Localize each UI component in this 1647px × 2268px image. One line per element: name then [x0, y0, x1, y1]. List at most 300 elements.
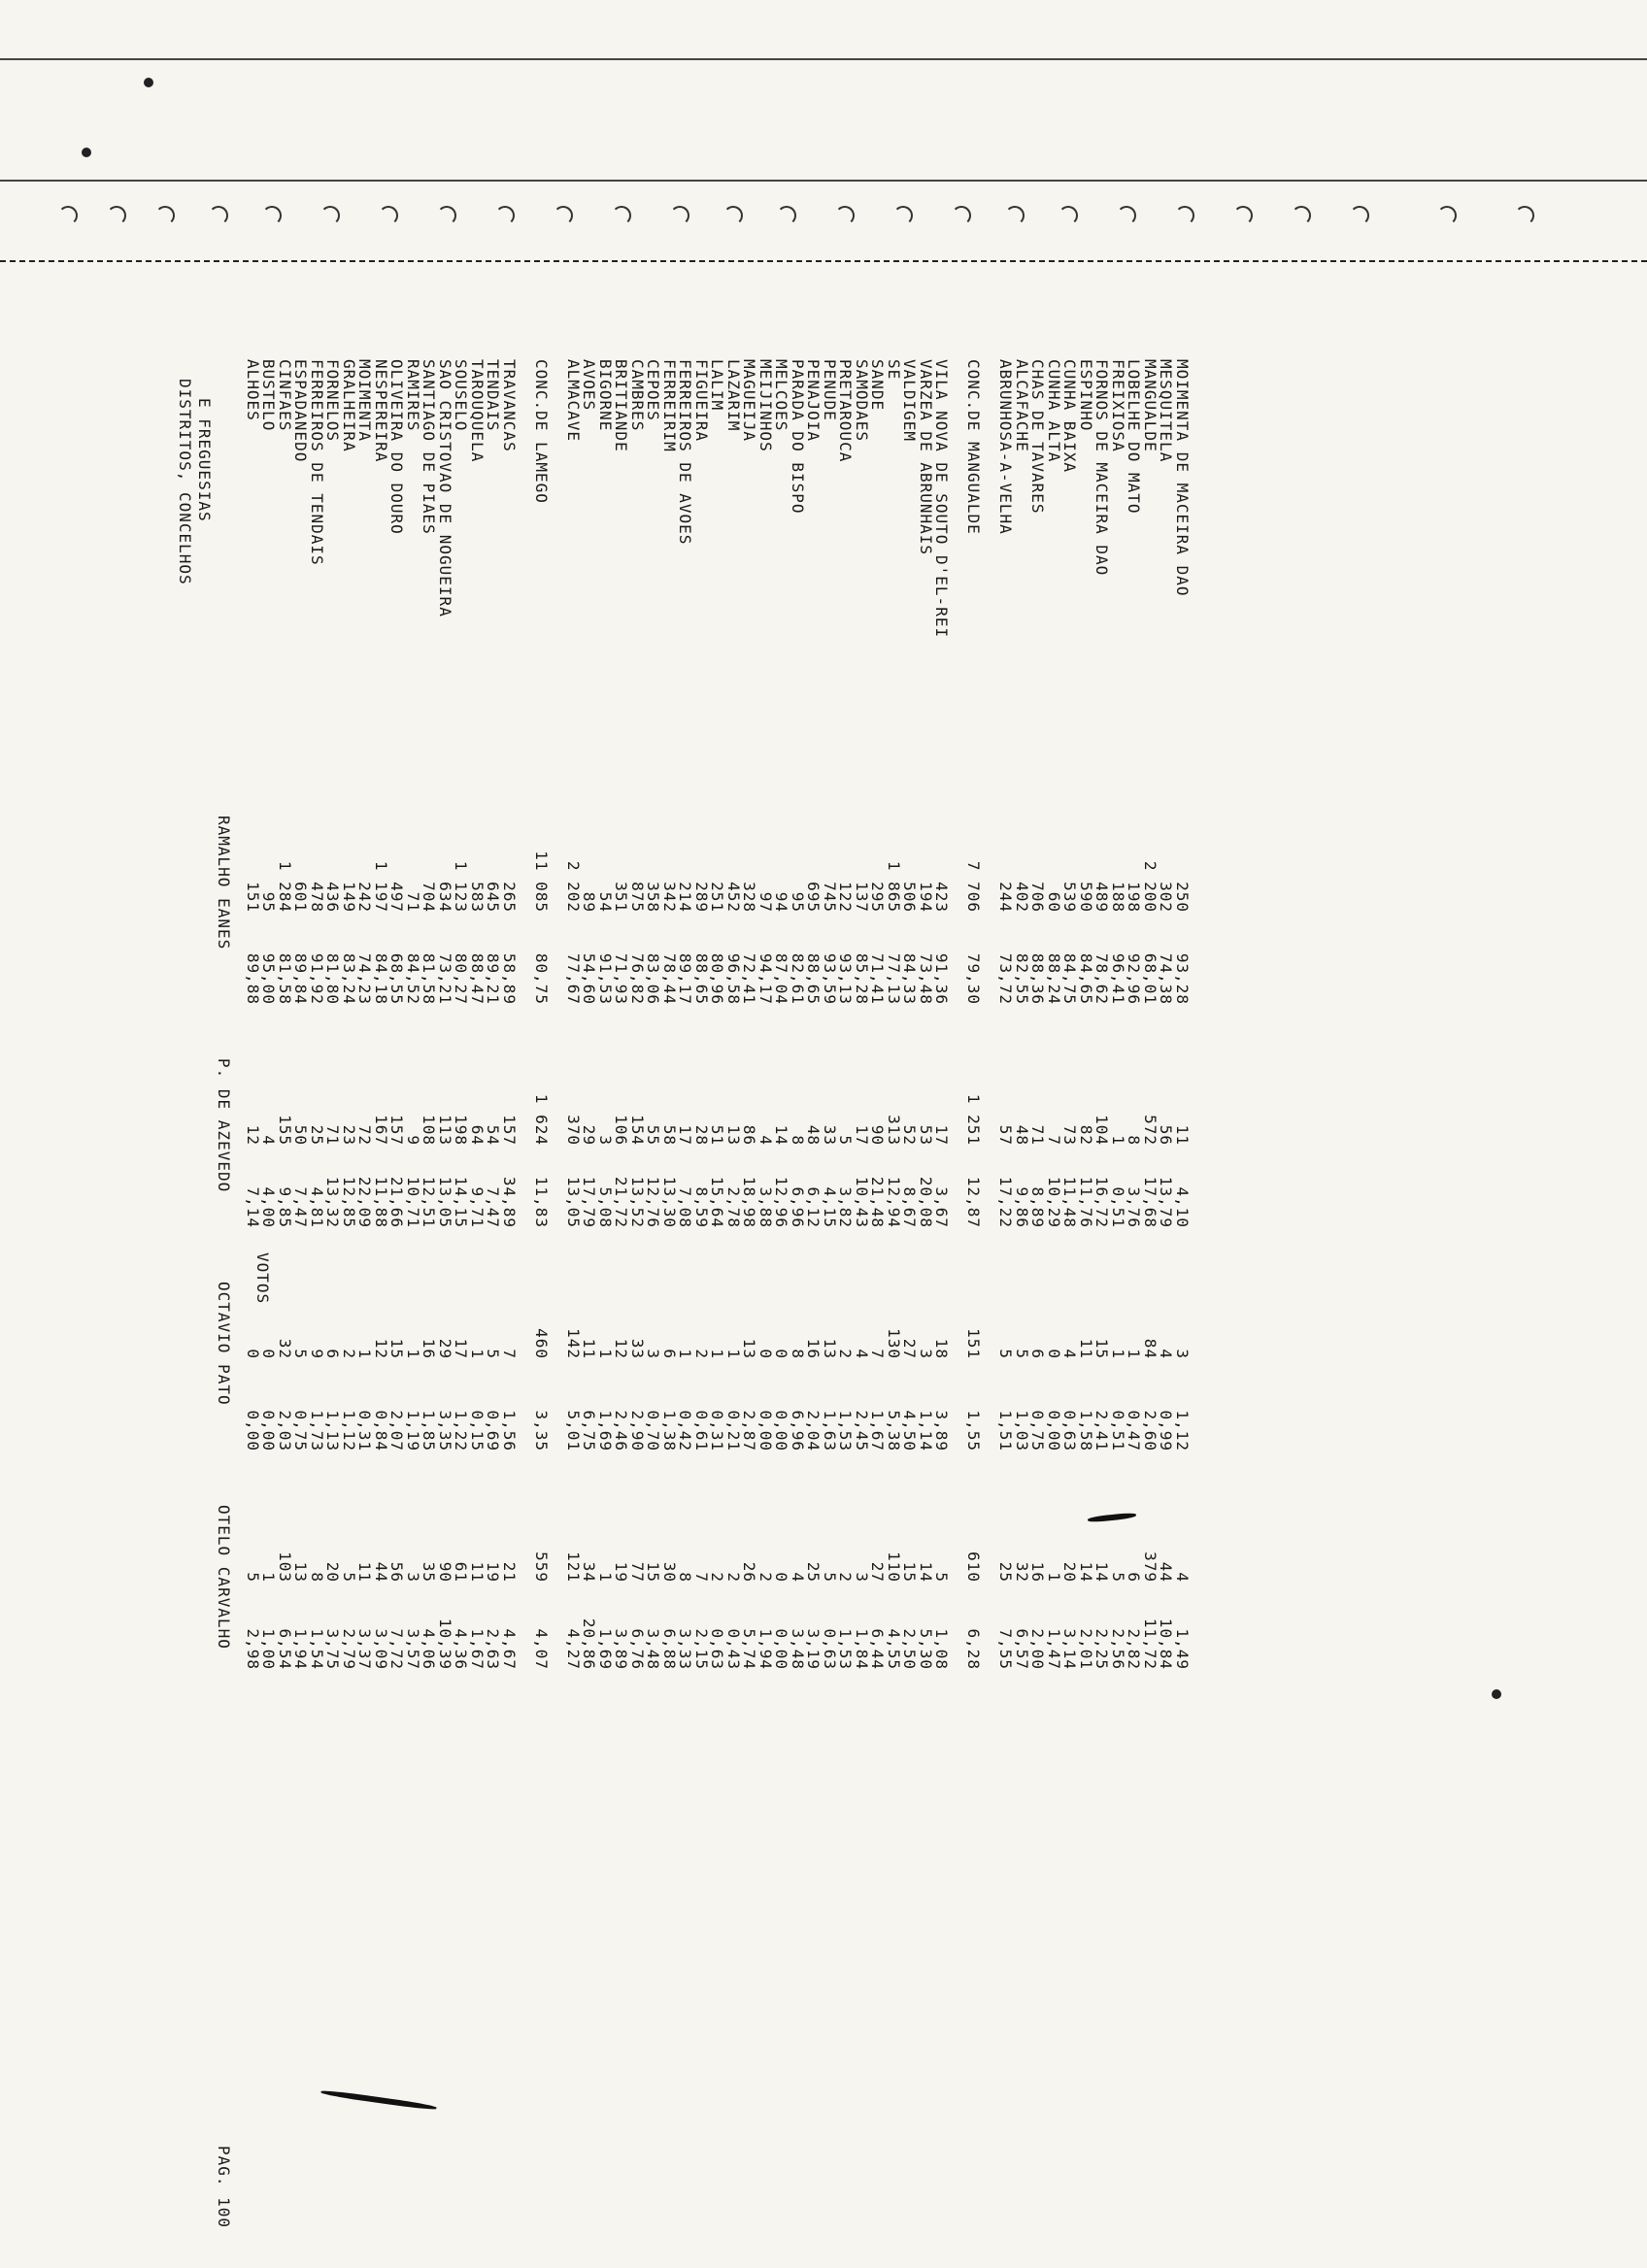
cell-o: 9	[308, 1349, 326, 1359]
cell-a: 8	[789, 1135, 807, 1146]
cell-a: 167	[372, 1115, 390, 1146]
cell-op: 1,55	[964, 1410, 984, 1451]
cell-r: 706	[1028, 882, 1048, 913]
cell-c: 5	[244, 1572, 262, 1583]
cell-o: 33	[628, 1338, 647, 1359]
cell-op: 0,69	[484, 1410, 503, 1451]
cell-r: 244	[996, 882, 1016, 913]
cell-o: 11	[580, 1338, 599, 1359]
cell-a: 8	[1125, 1135, 1144, 1146]
cell-o: 13	[821, 1338, 839, 1359]
cell-cp: 3,09	[372, 1628, 390, 1670]
cell-cp: 1,53	[836, 1628, 856, 1670]
cell-a: 113	[436, 1115, 454, 1146]
cell-rp: 71,93	[612, 952, 631, 1005]
cell-cp: 2,63	[484, 1628, 503, 1670]
cell-rp: 83,24	[340, 952, 358, 1005]
cell-op: 3,35	[436, 1410, 454, 1451]
cell-o: 1	[404, 1349, 422, 1359]
parish-name: FERREIROS DE TENDAIS	[308, 359, 326, 566]
cell-o: 3	[1173, 1349, 1192, 1359]
cell-ap: 21,66	[387, 1176, 407, 1228]
cell-a: 56	[1157, 1124, 1176, 1146]
cell-ap: 22,09	[355, 1176, 375, 1228]
cell-cp: 6,76	[628, 1628, 647, 1670]
cell-cp: 3,48	[644, 1628, 663, 1670]
cell-op: 0,99	[1157, 1410, 1176, 1451]
cell-op: 1,12	[1173, 1410, 1192, 1451]
cell-ap: 8,89	[1028, 1186, 1048, 1228]
cell-c: 32	[1013, 1561, 1031, 1583]
cell-ap: 10,29	[1045, 1176, 1063, 1228]
cell-ap: 20,08	[917, 1176, 935, 1228]
cell-o: 5	[1013, 1349, 1031, 1359]
cell-op: 1,67	[868, 1410, 888, 1451]
cell-ap: 3,88	[756, 1186, 775, 1228]
cell-ap: 13,05	[564, 1176, 583, 1228]
cell-rp: 88,24	[1045, 952, 1063, 1005]
cell-rp: 88,47	[468, 952, 487, 1005]
cell-op: 1,73	[308, 1410, 326, 1451]
parish-name: VARZEA DE ABRUNHAIS	[917, 359, 935, 556]
cell-c: 5	[821, 1572, 839, 1583]
cell-rp: 89,17	[676, 952, 695, 1005]
tear-line	[0, 260, 1647, 262]
cell-a: 52	[900, 1124, 920, 1146]
cell-rp: 84,75	[1060, 952, 1080, 1005]
cell-o: 1	[676, 1349, 695, 1359]
cell-rp: 91,53	[596, 952, 615, 1005]
feed-hole	[777, 206, 796, 225]
cell-cp: 6,88	[660, 1628, 679, 1670]
cell-cp: 20,86	[580, 1618, 599, 1670]
cell-rp: 68,55	[387, 952, 407, 1005]
feed-hole	[262, 206, 282, 225]
cell-ap: 7,47	[484, 1186, 503, 1228]
cell-op: 1,03	[1013, 1410, 1031, 1451]
cell-rp: 84,65	[1077, 952, 1095, 1005]
cell-r: 704	[420, 882, 439, 913]
subtotal-row	[964, 359, 984, 1718]
cell-c: 19	[612, 1561, 631, 1583]
cell-op: 2,60	[1141, 1410, 1160, 1451]
cell-ap: 10,71	[404, 1176, 422, 1228]
cell-ap: 4,10	[1173, 1186, 1192, 1228]
parish-name: FIGUEIRA	[692, 359, 711, 443]
cell-rp: 96,41	[1109, 952, 1127, 1005]
cell-cp: 3,37	[355, 1628, 375, 1670]
cell-op: 0,21	[724, 1410, 743, 1451]
cell-rp: 72,41	[740, 952, 759, 1005]
scan-speck	[82, 148, 91, 157]
feed-hole	[1437, 206, 1457, 225]
cell-o: 2	[692, 1349, 711, 1359]
parish-name: MAGUEIJA	[740, 359, 759, 443]
cell-c: 11	[355, 1561, 375, 1583]
parish-name: AVOES	[580, 359, 599, 412]
feed-hole	[554, 206, 573, 225]
cell-cp: 4,27	[564, 1628, 583, 1670]
cell-op: 0,42	[676, 1410, 695, 1451]
cell-op: 1,22	[452, 1410, 471, 1451]
cell-rp: 94,17	[756, 952, 775, 1005]
parish-name: MOIMENTA DE MACEIRA DAO	[1173, 359, 1192, 597]
cell-cp: 4,07	[532, 1628, 551, 1670]
cell-op: 1,58	[1077, 1410, 1095, 1451]
cell-cp: 11,72	[1141, 1618, 1160, 1670]
cell-r: 2 200	[1141, 860, 1160, 913]
cell-a: 11	[1173, 1124, 1192, 1146]
cell-a: 14	[772, 1124, 791, 1146]
cell-cp: 4,67	[500, 1628, 519, 1670]
cell-cp: 1,67	[468, 1628, 487, 1670]
cell-rp: 91,36	[932, 952, 952, 1005]
feed-hole	[1175, 206, 1194, 225]
cell-r: 695	[804, 882, 824, 913]
cell-o: 12	[612, 1338, 631, 1359]
cell-a: 55	[644, 1124, 663, 1146]
cell-cp: 4,55	[885, 1628, 903, 1670]
cell-a: 48	[804, 1124, 824, 1146]
cell-r: 7 706	[964, 860, 984, 913]
parish-name: SAO CRISTOVAO DE NOGUEIRA	[436, 359, 454, 617]
cell-r: 94	[772, 891, 791, 913]
cell-r: 1 865	[885, 860, 903, 913]
cell-a: 5	[836, 1135, 856, 1146]
cell-c: 8	[676, 1572, 695, 1583]
subtotal-name: CONC.DE LAMEGO	[532, 359, 551, 504]
cell-ap: 7,08	[676, 1186, 695, 1228]
cell-ap: 8,67	[900, 1186, 920, 1228]
cell-op: 2,07	[387, 1410, 407, 1451]
cell-r: 436	[323, 882, 343, 913]
cell-cp: 5,30	[917, 1628, 935, 1670]
cell-rp: 93,13	[836, 952, 856, 1005]
cell-cp: 3,48	[789, 1628, 807, 1670]
cell-op: 1,12	[340, 1410, 358, 1451]
feed-hole	[437, 206, 456, 225]
cell-rp: 89,88	[244, 952, 262, 1005]
cell-op: 0,70	[644, 1410, 663, 1451]
cell-c: 1	[596, 1572, 615, 1583]
feed-hole	[1350, 206, 1369, 225]
cell-c: 1	[259, 1572, 279, 1583]
cell-cp: 1,49	[1173, 1628, 1192, 1670]
parish-name: BRITIANDE	[612, 359, 631, 452]
cell-o: 13	[740, 1338, 759, 1359]
parish-name: CUNHA BAIXA	[1060, 359, 1080, 473]
cell-rp: 73,72	[996, 952, 1016, 1005]
cell-c: 56	[387, 1561, 407, 1583]
feed-hole	[835, 206, 855, 225]
cell-rp: 80,75	[532, 952, 551, 1005]
cell-op: 2,03	[276, 1410, 294, 1451]
cell-c: 4	[1173, 1572, 1192, 1583]
parish-name: MEIJINHOS	[756, 359, 775, 452]
parish-name: NESPEREIRA	[372, 359, 390, 463]
cell-o: 17	[452, 1338, 471, 1359]
cell-a: 51	[708, 1124, 727, 1146]
cell-rp: 58,89	[500, 952, 519, 1005]
cell-r: 265	[500, 882, 519, 913]
cell-op: 1,85	[420, 1410, 439, 1451]
cell-o: 4	[1157, 1349, 1176, 1359]
cell-c: 1	[1045, 1572, 1063, 1583]
cell-op: 2,41	[1092, 1410, 1112, 1451]
cell-r: 151	[244, 882, 262, 913]
cell-r: 539	[1060, 882, 1080, 913]
candidate-header-ramalho: RAMALHO EANES	[215, 816, 233, 951]
cell-ap: 17,79	[580, 1176, 599, 1228]
parish-name: CHAS DE TAVARES	[1028, 359, 1048, 515]
cell-c: 14	[1077, 1561, 1095, 1583]
cell-rp: 83,06	[644, 952, 663, 1005]
cell-op: 0,63	[1060, 1410, 1080, 1451]
cell-cp: 3,14	[1060, 1628, 1080, 1670]
cell-cp: 2,79	[340, 1628, 358, 1670]
cell-c: 25	[804, 1561, 824, 1583]
cell-c: 2	[756, 1572, 775, 1583]
cell-a: 71	[1028, 1124, 1048, 1146]
cell-c: 5	[340, 1572, 358, 1583]
parish-name: CAMBRES	[628, 359, 647, 432]
cell-rp: 85,28	[853, 952, 871, 1005]
cell-c: 5	[932, 1572, 952, 1583]
cell-cp: 1,69	[596, 1628, 615, 1670]
cell-c: 610	[964, 1551, 984, 1583]
cell-o: 5	[484, 1349, 503, 1359]
cell-rp: 77,13	[885, 952, 903, 1005]
cell-ap: 21,72	[612, 1176, 631, 1228]
cell-ap: 6,12	[804, 1186, 824, 1228]
cell-o: 1	[1125, 1349, 1144, 1359]
feed-hole	[495, 206, 515, 225]
page-label: PAG. 100	[215, 2146, 233, 2229]
cell-c: 77	[628, 1561, 647, 1583]
cell-ap: 12,76	[644, 1176, 663, 1228]
cell-a: 370	[564, 1115, 583, 1146]
cell-c: 5	[1109, 1572, 1127, 1583]
cell-r: 489	[1092, 882, 1112, 913]
cell-r: 634	[436, 882, 454, 913]
cell-c: 26	[740, 1561, 759, 1583]
cell-rp: 79,30	[964, 952, 984, 1005]
cell-c: 21	[500, 1561, 519, 1583]
subtotal-row	[532, 359, 551, 1718]
parish-name: FREIXIOSA	[1109, 359, 1127, 452]
cell-a: 73	[1060, 1124, 1080, 1146]
cell-r: 251	[708, 882, 727, 913]
parish-name: FORNELOS	[323, 359, 343, 443]
cell-r: 137	[853, 882, 871, 913]
cell-cp: 3,19	[804, 1628, 824, 1670]
cell-c: 2	[724, 1572, 743, 1583]
cell-op: 0,00	[244, 1410, 262, 1451]
cell-o: 29	[436, 1338, 454, 1359]
cell-c: 6	[1125, 1572, 1144, 1583]
cell-o: 1	[724, 1349, 743, 1359]
cell-a: 7	[1045, 1135, 1063, 1146]
parish-name: SOUSELO	[452, 359, 471, 432]
cell-a: 4	[259, 1135, 279, 1146]
cell-rp: 77,67	[564, 952, 583, 1005]
listing-title-line1: DISTRITOS, CONCELHOS	[176, 379, 194, 585]
parish-name: VILA NOVA DE SOUTO D'EL-REI	[932, 359, 952, 639]
cell-cp: 6,44	[868, 1628, 888, 1670]
cell-op: 0,47	[1125, 1410, 1144, 1451]
cell-c: 44	[372, 1561, 390, 1583]
cell-rp: 71,41	[868, 952, 888, 1005]
parish-name: ALHOES	[244, 359, 262, 421]
cell-cp: 10,39	[436, 1618, 454, 1670]
parish-name: BIGORNE	[596, 359, 615, 432]
cell-op: 1,63	[821, 1410, 839, 1451]
cell-op: 0,00	[1045, 1410, 1063, 1451]
parish-name: CINFAES	[276, 359, 294, 432]
cell-o: 84	[1141, 1338, 1160, 1359]
cell-op: 0,61	[692, 1410, 711, 1451]
cell-r: 478	[308, 882, 326, 913]
cell-r: 95	[789, 891, 807, 913]
cell-cp: 4,36	[452, 1628, 471, 1670]
cell-r: 95	[259, 891, 279, 913]
cell-ap: 4,15	[821, 1186, 839, 1228]
cell-r: 194	[917, 882, 935, 913]
cell-a: 58	[660, 1124, 679, 1146]
cell-cp: 3,89	[612, 1628, 631, 1670]
listing-title-line2: E FREGUESIAS	[195, 398, 214, 522]
cell-a: 104	[1092, 1115, 1112, 1146]
cell-rp: 88,65	[804, 952, 824, 1005]
cell-a: 90	[868, 1124, 888, 1146]
cell-c: 44	[1157, 1561, 1176, 1583]
cell-a: 17	[676, 1124, 695, 1146]
feed-hole	[379, 206, 398, 225]
cell-ap: 12,94	[885, 1176, 903, 1228]
cell-op: 2,87	[740, 1410, 759, 1451]
parish-name: PENAJOIA	[804, 359, 824, 443]
cell-ap: 16,72	[1092, 1176, 1112, 1228]
feed-hole	[670, 206, 689, 225]
cell-cp: 0,00	[772, 1628, 791, 1670]
cell-rp: 82,55	[1013, 952, 1031, 1005]
cell-c: 103	[276, 1551, 294, 1583]
cell-ap: 17,68	[1141, 1176, 1160, 1228]
cell-ap: 11,88	[372, 1176, 390, 1228]
cell-o: 0	[259, 1349, 279, 1359]
cell-rp: 54,60	[580, 952, 599, 1005]
cell-ap: 15,64	[708, 1176, 727, 1228]
cell-a: 72	[355, 1124, 375, 1146]
parish-name: OLIVEIRA DO DOURO	[387, 359, 407, 535]
cell-o: 1	[355, 1349, 375, 1359]
cell-ap: 3,76	[1125, 1186, 1144, 1228]
cell-o: 5	[996, 1349, 1016, 1359]
cell-r: 198	[1125, 882, 1144, 913]
cell-c: 20	[323, 1561, 343, 1583]
feed-hole	[209, 206, 228, 225]
cell-rp: 73,48	[917, 952, 935, 1005]
cell-c: 3	[404, 1572, 422, 1583]
parish-name: GRALHEIRA	[340, 359, 358, 452]
cell-rp: 95,00	[259, 952, 279, 1005]
cell-o: 18	[932, 1338, 952, 1359]
cell-a: 9	[404, 1135, 422, 1146]
cell-op: 2,90	[628, 1410, 647, 1451]
cell-a: 1 251	[964, 1093, 984, 1146]
cell-ap: 3,82	[836, 1186, 856, 1228]
cell-ap: 17,22	[996, 1176, 1016, 1228]
cell-o: 0	[772, 1349, 791, 1359]
cell-rp: 68,01	[1141, 952, 1160, 1005]
cell-rp: 87,04	[772, 952, 791, 1005]
cell-r: 358	[644, 882, 663, 913]
cell-ap: 4,00	[259, 1186, 279, 1228]
cell-c: 34	[580, 1561, 599, 1583]
cell-ap: 11,83	[532, 1176, 551, 1228]
cell-r: 242	[355, 882, 375, 913]
cell-cp: 1,54	[308, 1628, 326, 1670]
cell-c: 121	[564, 1551, 583, 1583]
cell-cp: 1,84	[853, 1628, 871, 1670]
cell-rp: 88,65	[692, 952, 711, 1005]
cell-a: 86	[740, 1124, 759, 1146]
feed-hole	[952, 206, 971, 225]
parish-name: CEPOES	[644, 359, 663, 421]
cell-a: 64	[468, 1124, 487, 1146]
cell-r: 328	[740, 882, 759, 913]
cell-c: 7	[692, 1572, 711, 1583]
cell-c: 15	[644, 1561, 663, 1583]
cell-c: 35	[420, 1561, 439, 1583]
cell-r: 71	[404, 891, 422, 913]
cell-c: 4	[789, 1572, 807, 1583]
cell-ap: 12,96	[772, 1176, 791, 1228]
cell-o: 4	[853, 1349, 871, 1359]
candidate-header-pato: OCTAVIO PATO	[215, 1282, 233, 1406]
cell-o: 0	[244, 1349, 262, 1359]
perforation-line	[0, 180, 1647, 182]
cell-o: 4	[1060, 1349, 1080, 1359]
cell-op: 3,35	[532, 1410, 551, 1451]
cell-rp: 74,23	[355, 952, 375, 1005]
cell-cp: 7,72	[387, 1628, 407, 1670]
cell-c: 559	[532, 1551, 551, 1583]
parish-name: ALMACAVE	[564, 359, 583, 443]
cell-c: 3	[853, 1572, 871, 1583]
cell-cp: 1,08	[932, 1628, 952, 1670]
cell-r: 1 123	[452, 860, 471, 913]
cell-o: 15	[387, 1338, 407, 1359]
parish-name: SANDE	[868, 359, 888, 412]
cell-r: 745	[821, 882, 839, 913]
parish-name: SAMODAES	[853, 359, 871, 443]
cell-c: 15	[900, 1561, 920, 1583]
cell-o: 3	[917, 1349, 935, 1359]
parish-name: FERREIRIM	[660, 359, 679, 452]
cell-ap: 9,71	[468, 1186, 487, 1228]
table-row	[500, 359, 519, 1718]
cell-ap: 12,51	[420, 1176, 439, 1228]
cell-rp: 91,92	[308, 952, 326, 1005]
cell-rp: 76,82	[628, 952, 647, 1005]
cell-r: 89	[580, 891, 599, 913]
feed-hole	[1233, 206, 1253, 225]
parish-name: FERREIROS DE AVOES	[676, 359, 695, 546]
cell-a: 155	[276, 1115, 294, 1146]
parish-name: LOBELHE DO MATO	[1125, 359, 1144, 515]
cell-a: 25	[308, 1124, 326, 1146]
